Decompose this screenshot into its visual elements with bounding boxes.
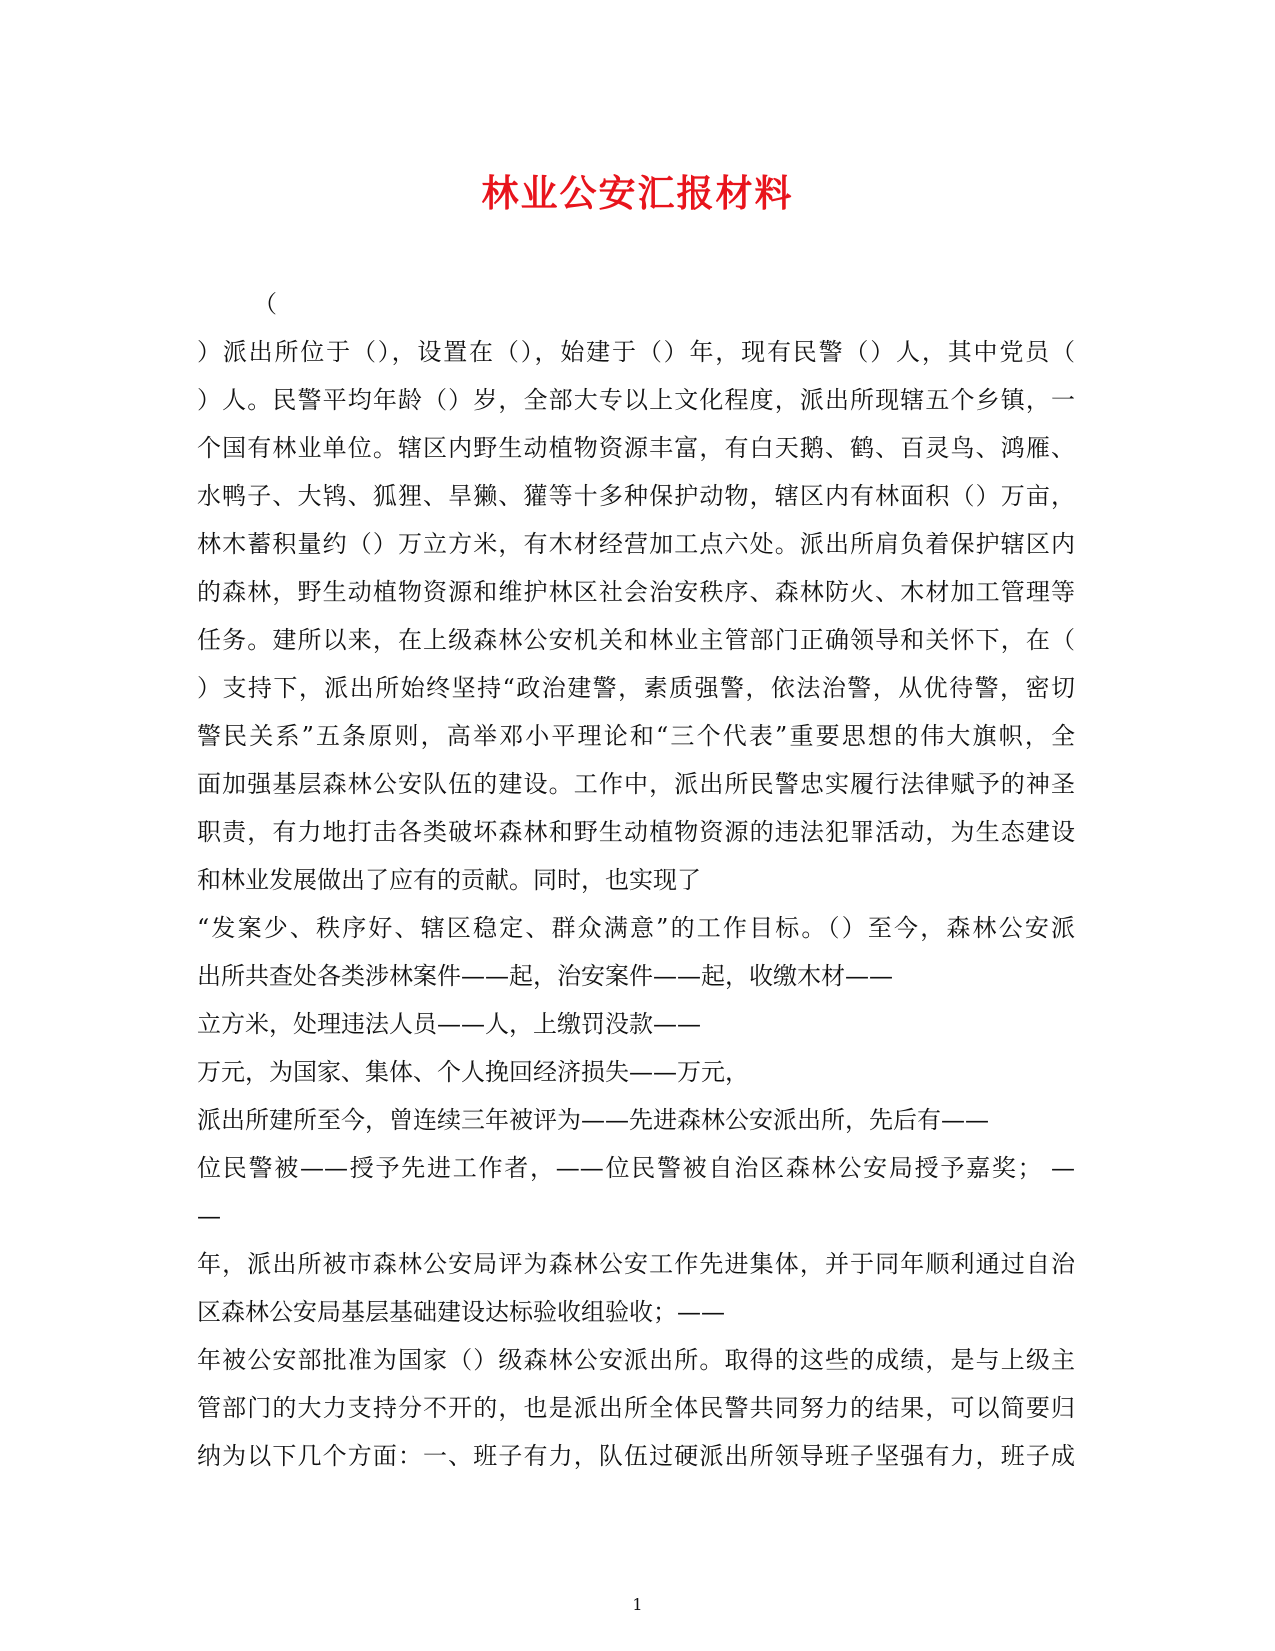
body-line: 万元，为国家、集体、个人挽回经济损失——万元， (197, 1058, 749, 1086)
body-line: ）人。民警平均年龄（）岁，全部大专以上文化程度，派出所现辖五个乡镇，一 (197, 386, 1075, 414)
document-body (197, 280, 1075, 1480)
body-line: （ (253, 290, 277, 318)
body-line: 和林业发展做出了应有的贡献。同时，也实现了 (197, 866, 701, 894)
body-line: 职责，有力地打击各类破坏森林和野生动植物资源的违法犯罪活动，为生态建设 (197, 818, 1075, 846)
body-line: ）派出所位于（），设置在（），始建于（）年，现有民警（）人，其中党员（ (197, 338, 1075, 366)
body-line: 年被公安部批准为国家（）级森林公安派出所。取得的这些的成绩，是与上级主 (197, 1346, 1075, 1374)
body-line: 的森林，野生动植物资源和维护林区社会治安秩序、森林防火、木材加工管理等 (197, 578, 1075, 606)
body-line: 年，派出所被市森林公安局评为森林公安工作先进集体，并于同年顺利通过自治 (197, 1250, 1075, 1278)
body-line: 个国有林业单位。辖区内野生动植物资源丰富，有白天鹅、鹤、百灵鸟、鸿雁、 (197, 434, 1075, 462)
body-line: 派出所建所至今，曾连续三年被评为——先进森林公安派出所，先后有—— (197, 1106, 989, 1134)
body-line: 管部门的大力支持分不开的，也是派出所全体民警共同努力的结果，可以简要归 (197, 1394, 1075, 1422)
body-line: 位民警被——授予先进工作者，——位民警被自治区森林公安局授予嘉奖； — (197, 1154, 1075, 1182)
document-title: 林业公安汇报材料 (481, 171, 794, 215)
body-line: 警民关系”五条原则，高举邓小平理论和“三个代表”重要思想的伟大旗帜，全 (197, 722, 1075, 750)
body-line: — (197, 1202, 221, 1230)
body-line: 面加强基层森林公安队伍的建设。工作中，派出所民警忠实履行法律赋予的神圣 (197, 770, 1075, 798)
body-line: 出所共查处各类涉林案件——起，治安案件——起，收缴木材—— (197, 962, 893, 990)
body-line: 区森林公安局基层基础建设达标验收组验收；—— (197, 1298, 725, 1326)
body-line: 水鸭子、大鸨、狐狸、旱獭、獾等十多种保护动物，辖区内有林面积（）万亩， (197, 482, 1075, 510)
body-line: “发案少、秩序好、辖区稳定、群众满意”的工作目标。（）至今，森林公安派 (197, 914, 1075, 942)
body-line: 立方米，处理违法人员——人，上缴罚没款—— (197, 1010, 701, 1038)
page-number: 1 (632, 1595, 643, 1614)
body-line: 任务。建所以来，在上级森林公安机关和林业主管部门正确领导和关怀下，在（ (197, 626, 1075, 654)
body-line: 林木蓄积量约（）万立方米，有木材经营加工点六处。派出所肩负着保护辖区内 (197, 530, 1075, 558)
body-line: 纳为以下几个方面：一、班子有力，队伍过硬派出所领导班子坚强有力，班子成 (197, 1442, 1075, 1470)
body-line: ）支持下，派出所始终坚持“政治建警，素质强警，依法治警，从优待警，密切 (197, 674, 1075, 702)
